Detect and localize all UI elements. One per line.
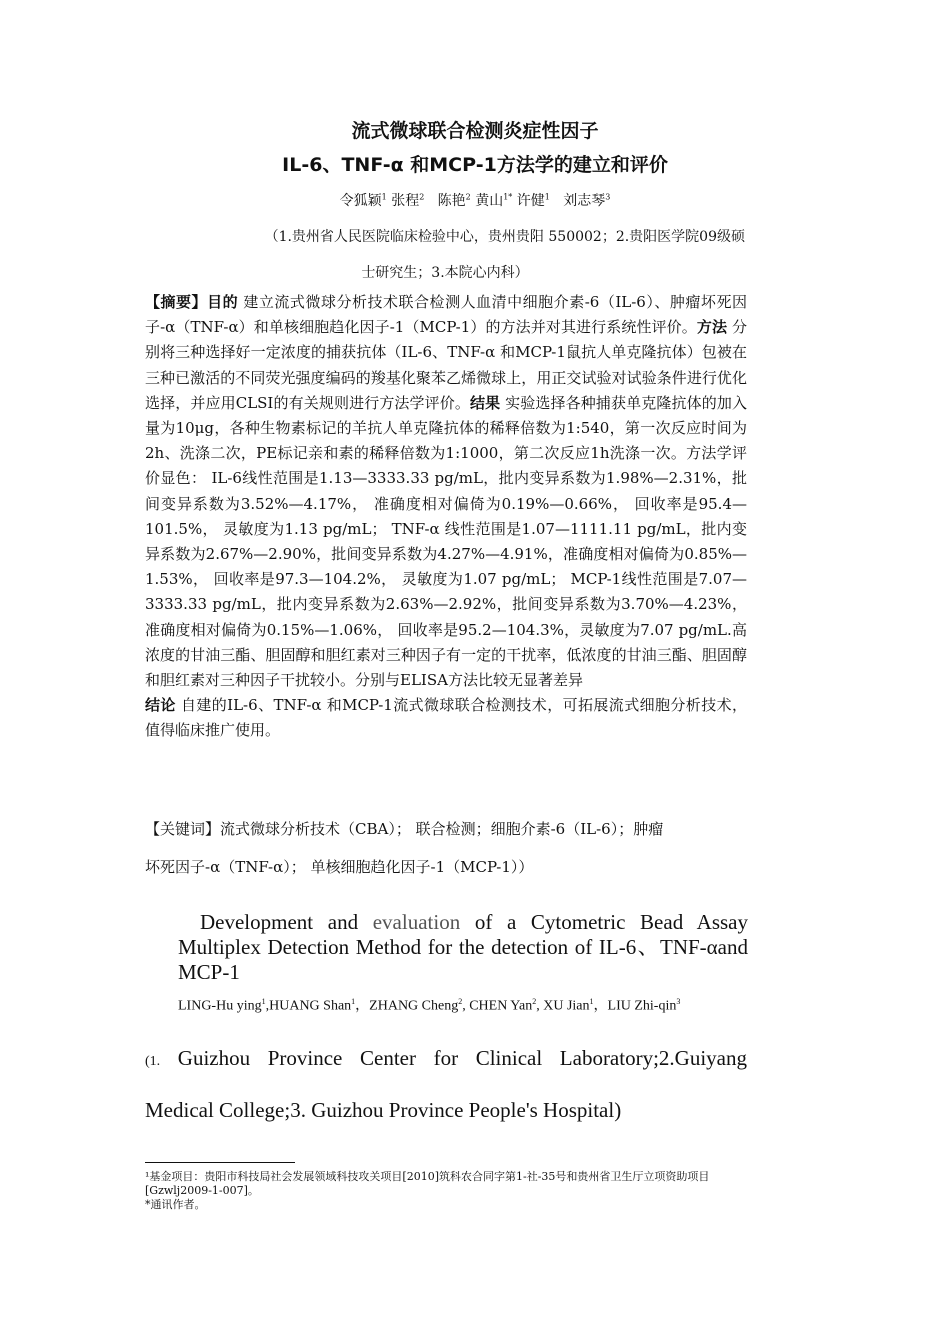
english-author-name: CHEN Yan [469,998,533,1014]
results-label: 结果 [470,393,501,412]
author-mark: 2 [419,192,425,202]
author-mark: 1 [381,192,387,202]
english-author-separator: , [536,998,544,1014]
english-author-mark: 3 [676,997,681,1006]
english-title-part: evaluation [372,910,461,934]
author-list [0,190,950,210]
author-name: 黄山 [475,193,504,209]
english-author-mark: 2 [458,997,463,1006]
affiliation-line-1: （1.贵州省人民医院临床检验中心，贵州贵阳 550002；2.贵阳医学院09级硕 [264,229,745,245]
objective-label: 目的 [207,293,239,311]
affiliation-line-2: 士研究生；3.本院心内科） [361,265,529,281]
author-name: 张程 [391,193,420,209]
keywords-line-1: 【关键词】流式微球分析技术（CBA）； 联合检测；细胞介素-6（IL-6）；肿瘤 [145,820,664,838]
english-author-name: LIU Zhi-qin [607,998,677,1014]
english-author-mark: 2 [532,997,537,1006]
english-author-name: ZHANG Cheng [369,998,459,1014]
english-author-name: XU Jian [543,998,590,1014]
english-affiliation-text: Guizhou Province Center for Clinical Laboratory;2.Guiyang [160,1046,747,1070]
english-affiliation-line-1 [145,1046,747,1071]
english-author-mark: 1 [589,997,594,1006]
english-author-mark: 1 [261,997,266,1006]
english-title-part: Development and [200,910,373,934]
english-author-separator: ， [593,998,608,1014]
author-name: 陈艳 [437,193,466,209]
author-name: 刘志琴 [563,193,606,209]
english-author-list [145,990,747,1019]
english-affiliation-line-2: Medical College;3. Guizhou Province People's Hospital) [145,1098,622,1122]
keywords-line-2: 坏死因子-α（TNF-α）； 单核细胞趋化因子-1（MCP-1）） [145,858,534,876]
english-title [178,910,748,985]
english-author-separator: , [265,998,270,1014]
english-author-separator: ， [355,998,370,1014]
author-mark: 1* [503,192,513,202]
abstract [145,290,747,744]
objective-text: 建立流式微球分析技术联合检测人血清中细胞介素-6（IL-6）、肿瘤坏死因子-α（TNF-α）和单核细胞趋化因子-1（MCP-1）的方法并对其进行系统性评价。 [145,293,747,337]
title-line-1: 流式微球联合检测炎症性因子 [351,120,599,142]
methods-label: 方法 [696,318,728,337]
english-author-mark: 1 [351,997,356,1006]
conclusion-text: 自建的IL-6、TNF-α 和MCP-1流式微球联合检测技术，可拓展流式细胞分析技术，值得临床推广使用。 [145,696,747,740]
english-author-name: LING-Hu ying [178,998,262,1014]
abstract-label: 【摘要】 [145,293,208,311]
english-author-name: HUANG Shan [269,998,352,1014]
author-name: 令狐颖 [339,193,382,209]
author-mark: 2 [465,192,471,202]
footnote-funding: ¹基金项目：贵阳市科技局社会发展领域科技攻关项目[2010]筑科农合同字第1-社-35号和贵州省卫生厅立项资助项目[Gzwlj2009-1-007]。 [145,1170,710,1197]
conclusion-label: 结论 [145,696,176,715]
footnote-divider [145,1162,295,1163]
methods-text: 分别将三种选择好一定浓度的捕获抗体（IL-6、TNF-α 和MCP-1鼠抗人单克隆抗体）包被在三种已激活的不同荧光强度编码的羧基化聚苯乙烯微球上，用正交试验对试验条件进行优化选择，并应用CLSI的有关规则进行方法学评价。 [145,318,747,412]
results-text: 实验选择各种捕获单克隆抗体的加入量为10μg，各种生物素标记的羊抗人单克隆抗体的稀释倍数为1:540，第一次反应时间为2h、洗涤二次，PE标记亲和素的稀释倍数为1:1000，第二次反应1h洗涤一次。方法学评价显色： IL-6线性范围是1.13—3333.33 pg/mL，批内变异系数为1.98%—2.31%，批间变异系数为3.52%—4.17%， 准确度相对偏倚为0.19%—0.66%， 回收率是95.4—101.5%， 灵敏度为1.13 pg/mL； TNF-α 线性范围是1.07—1111.11 pg/mL，批内变异系数为2.67%—2.90%，批间变异系数为4.27%—4.91%，准确度相对偏倚为0.85%—1.53%， 回收率是97.3—104.2%， 灵敏度为1.07 pg/mL； MCP-1线性范围是7.07—3333.33 pg/mL，批内变异系数为2.63%—2.92%，批间变异系数为3.70%—4.23%，准确度相对偏倚为0.15%—1.06%， 回收率是95.2—104.3%，灵敏度为7.07 pg/mL.高浓度的甘油三酯、胆固醇和胆红素对三种因子有一定的干扰率，低浓度的甘油三酯、胆固醇和胆红素对三种因子干扰较小。分别与ELISA方法比较无显著差异 [145,393,747,690]
author-mark: 1 [544,192,550,202]
english-affiliation-open: (1. [145,1054,161,1069]
footnote-corresponding: *通讯作者。 [145,1198,206,1211]
author-name: 许健 [516,193,545,209]
english-author-separator: , [462,998,470,1014]
title-line-2: IL-6、TNF-α 和MCP-1方法学的建立和评价 [282,154,668,176]
footnote [145,1170,747,1212]
english-title-part: of a Cytometric Bead Assay Multiplex Detection Method for the detection of IL-6、TNF-αand MCP-1 [178,910,748,984]
author-mark: 3 [605,192,611,202]
